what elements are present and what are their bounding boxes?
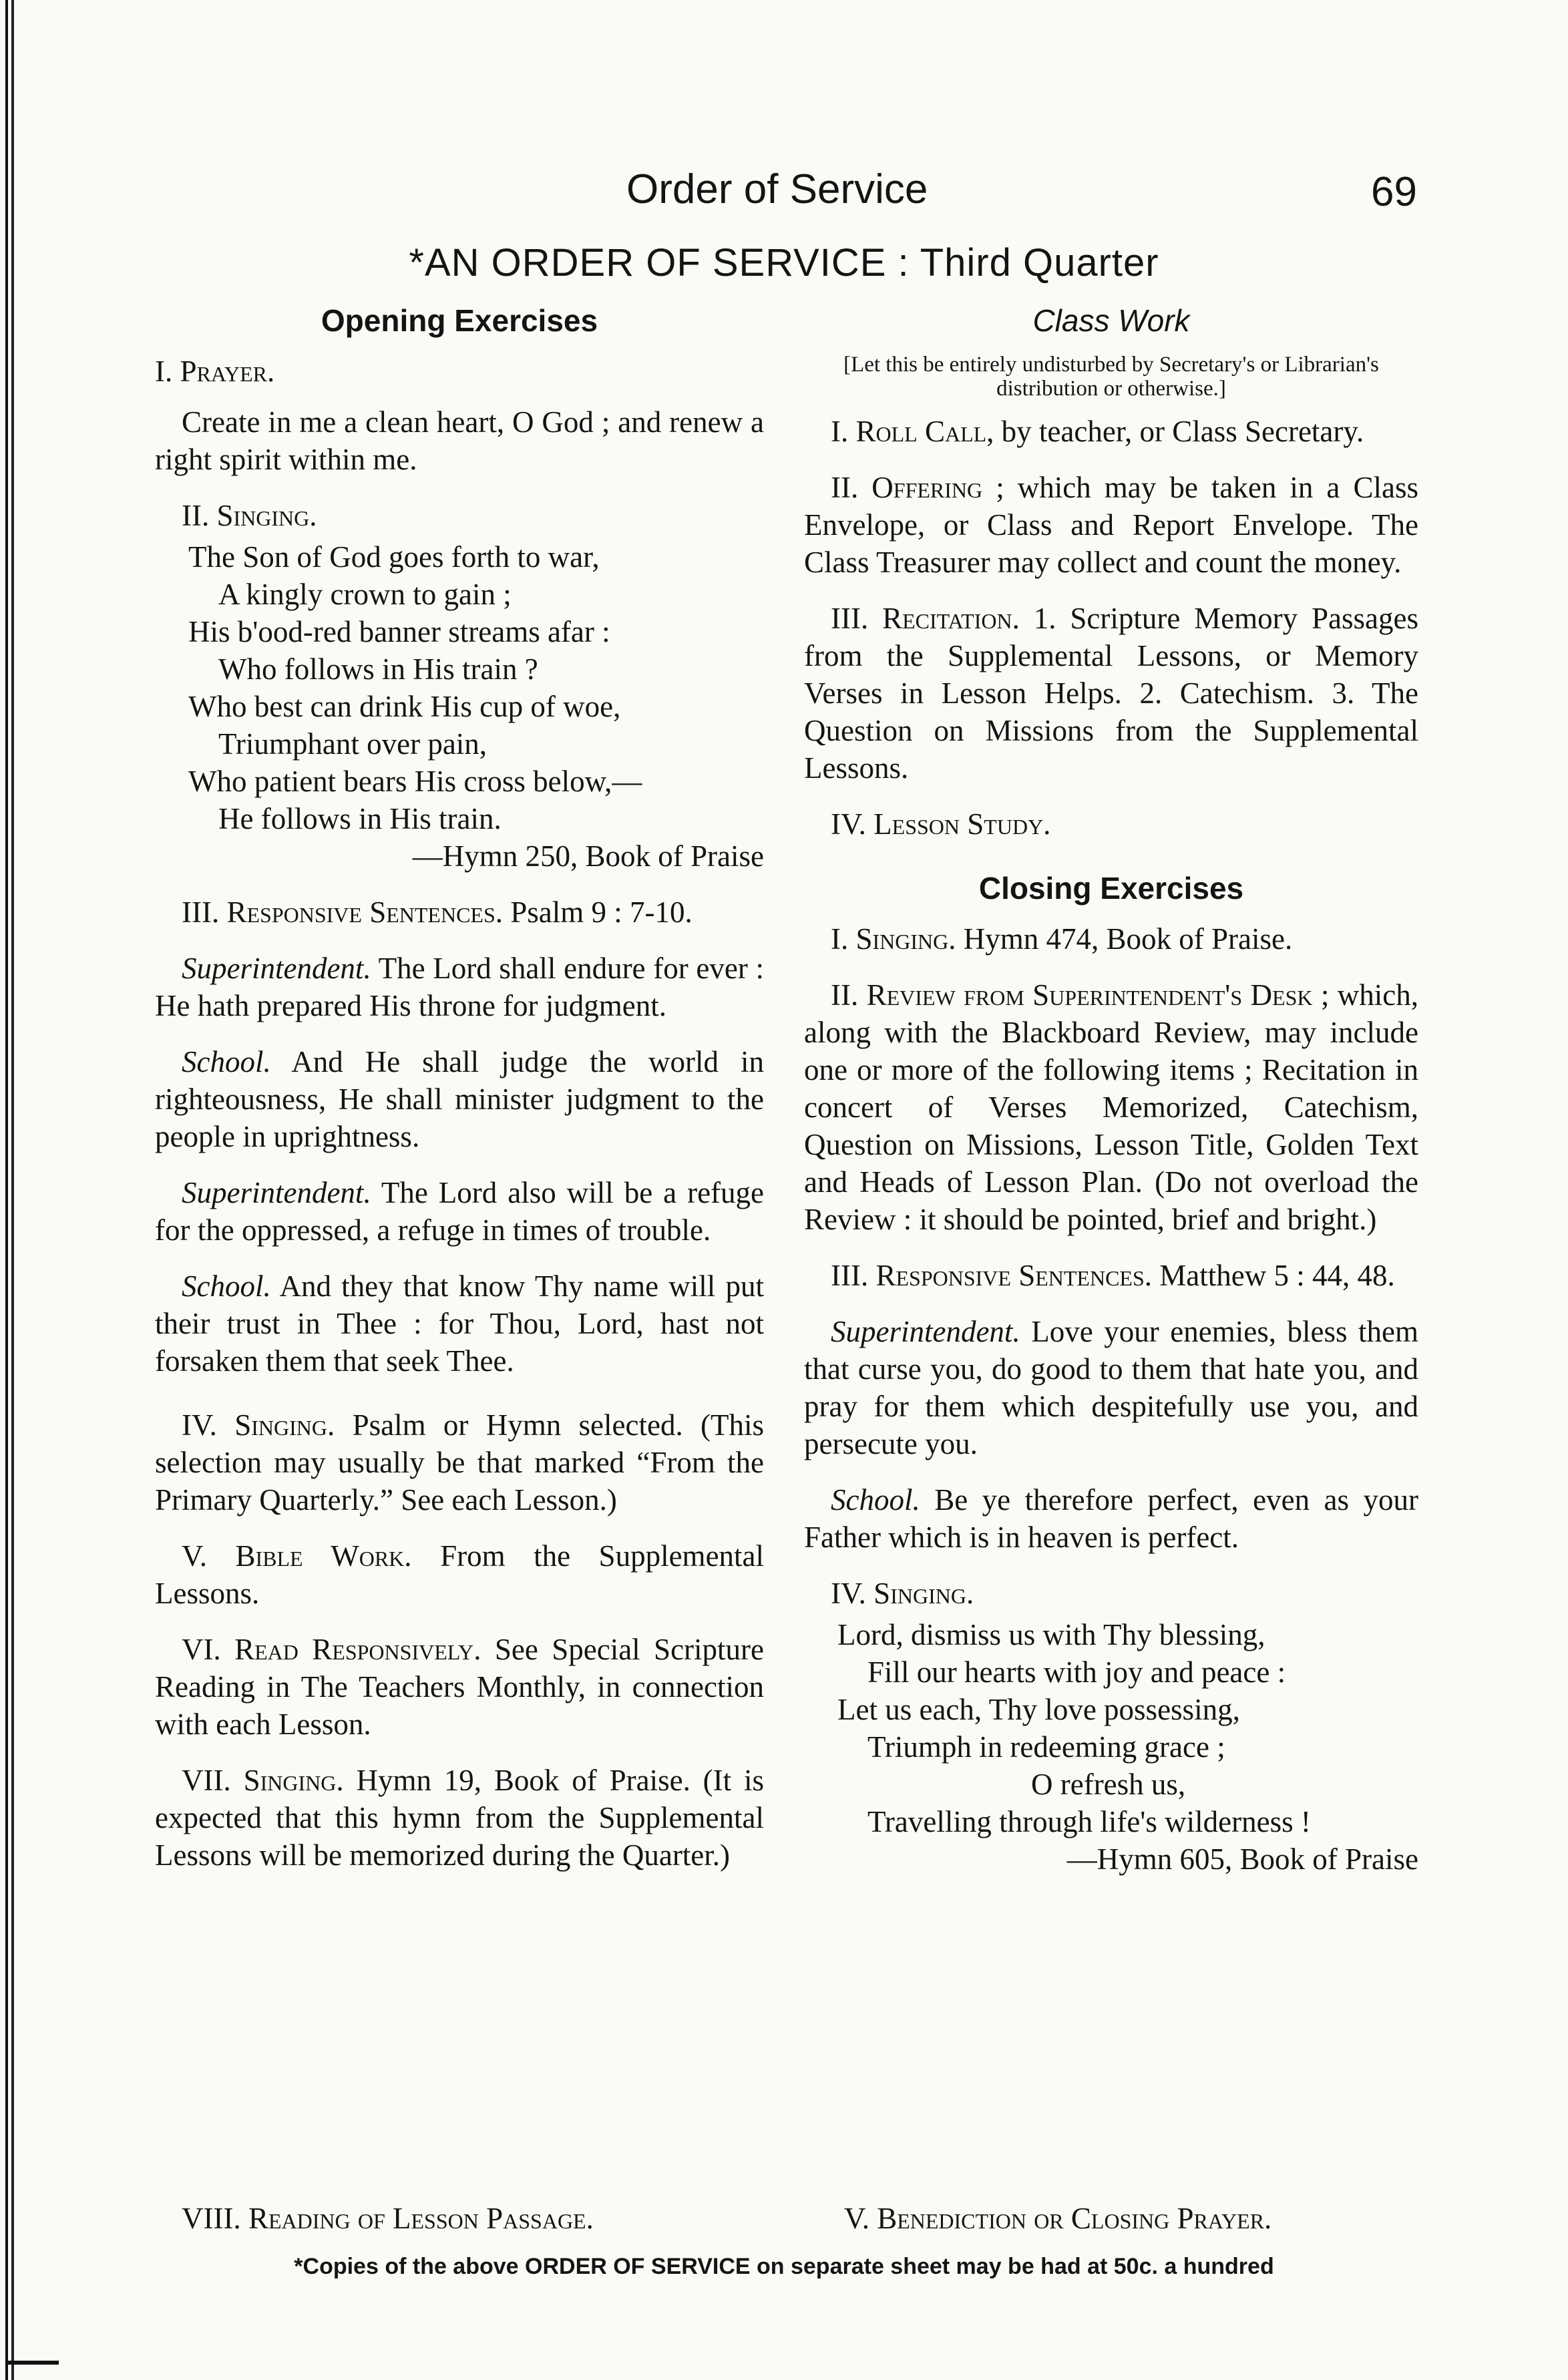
response-line [804,1481,1418,1556]
reading-of-lesson-passage: VIII. Reading of Lesson Passage. [182,2202,594,2235]
hymn-line: Triumph in redeeming grace ; [867,1730,1225,1764]
item-label: I. Singing. [831,922,956,956]
right-column [804,302,1418,1897]
hymn-verse [155,538,764,875]
item-label: V. Bible Work. [182,1539,412,1573]
hymn-line: A kingly crown to gain ; [218,578,512,611]
response-text: Love your enemies, bless them that curse you, do good to them that hate you, and pray for them which despitefully use you, and persecute you. [804,1315,1418,1460]
item-label: III. Recitation. [831,602,1020,635]
page-binding-edge [5,0,17,2380]
item-text: which, along with the Blackboard Review, may include one or more of the following items ; Recitation in concert of Verses Memorized, Catechism, Question on Missions, Lesson Title, Golden Text and Heads of Lesson Plan. (Do not overload the Review : it should be pointed, brief and bright.) [804,978,1419,1236]
closing-exercises-heading: Closing Exercises [978,871,1244,906]
singing-iv-item [155,1406,764,1519]
response-line [155,1267,764,1380]
singing-item [155,497,764,534]
item-text: See Special Scripture Reading in The Teachers Monthly, in connection with each Lesson. [155,1633,765,1741]
class-work-heading: Class Work [1032,303,1190,338]
response-speaker: Superintendent. [182,1176,371,1209]
response-text: The Lord also will be a refuge for the oppressed, a refuge in times of trouble. [155,1176,765,1247]
closing-hymn-verse [804,1616,1418,1878]
responsive-label: III. Responsive Sentences. [182,896,504,929]
response-text: And He shall judge the world in righteousness, He shall minister judgment to the people in uprightness. [155,1045,764,1153]
item-label: VII. Singing. [182,1764,344,1797]
item-text: by teacher, or Class Secretary. [1001,415,1364,448]
hymn-line: His b'ood-red banner streams afar : [188,615,610,648]
singing-label: II. Singing. [182,499,317,532]
hymn-line: The Son of God goes forth to war, [188,540,600,574]
hymn-line: O refresh us, [1031,1768,1186,1801]
closing-singing-item [804,920,1418,958]
page-title: *AN ORDER OF SERVICE : Third Quarter [409,241,1159,284]
hymn-line: Lord, dismiss us with Thy blessing, [837,1618,1265,1651]
running-header [0,166,1568,219]
response-line [155,950,764,1024]
response-speaker: School. [182,1269,271,1303]
response-text: The Lord shall endure for ever : He hath prepared His throne for judgment. [155,952,765,1022]
responsive-sentences-item [155,894,764,931]
response-text: Be ye therefore perfect, even as your Father which is in heaven is perfect. [804,1483,1418,1554]
responsive-ref: Psalm 9 : 7-10. [510,896,693,929]
left-column [155,302,764,1893]
hymn-line: He follows in His train. [218,802,502,835]
roll-call-item [804,413,1418,450]
item-label: IV. Singing. [182,1408,335,1442]
hymn-line: Fill our hearts with joy and peace : [867,1655,1286,1689]
hymn-line: Travelling through life's wilderness ! [867,1805,1311,1838]
page-binding-foot [5,2361,59,2365]
prayer-text: Create in me a clean heart, O God ; and renew a right spirit within me. [155,405,764,476]
lesson-study-item [804,805,1418,843]
item-text: Hymn 19, Book of Praise. (It is expected that this hymn from the Supplemental Lessons will be memorized during the Quarter.) [155,1764,764,1872]
running-title: Order of Service [626,166,928,212]
hymn-line: Who follows in His train ? [218,652,538,686]
prayer-label: I. Prayer. [155,355,275,388]
singing-vii-item [155,1762,764,1874]
item-label: IV. Singing. [831,1577,974,1610]
item-label: I. Roll Call, [831,415,994,448]
item-text: Psalm or Hymn selected. (This selection may usually be that marked “From the Primary Quarterly.” See each Lesson.) [155,1408,764,1517]
item-label: VI. Read Responsively. [182,1633,481,1666]
response-line [155,1043,764,1155]
prayer-item [155,353,764,390]
response-line [804,1313,1418,1462]
benediction-item: V. Benediction or Closing Prayer. [844,2202,1272,2235]
read-responsively-item [155,1631,764,1743]
item-text: which may be taken in a Class Envelope, or Class and Report Envelope. The Class Treasurer may collect and count the money. [804,471,1418,579]
review-item [804,976,1418,1238]
bible-work-item [155,1537,764,1612]
response-speaker: Superintendent. [831,1315,1020,1348]
class-work-note: [Let this be entirely undisturbed by Secretary's or Librarian's distribution or otherwise.] [843,353,1379,401]
response-text: And they that know Thy name will put their trust in Thee : for Thou, Lord, hast not forsaken them that seek Thee. [155,1269,764,1378]
item-label: II. Review from Superintendent's Desk ; [831,978,1330,1012]
page-number: 69 [1371,169,1417,215]
hymn-line: Who patient bears His cross below,— [188,765,642,798]
item-label: III. Responsive Sentences. [831,1259,1153,1292]
hymn-attribution: —Hymn 605, Book of Praise [1066,1842,1418,1876]
response-speaker: School. [182,1045,271,1078]
footnote: *Copies of the above ORDER OF SERVICE on separate sheet may be had at 50c. a hundred [294,2254,1274,2279]
hymn-line: Triumphant over pain, [218,727,487,761]
closing-singing-iv-item [804,1575,1418,1612]
response-speaker: Superintendent. [182,952,371,985]
item-label: II. Offering ; [831,471,1004,504]
response-line [155,1174,764,1249]
item-label: IV. Lesson Study. [831,807,1051,841]
response-speaker: School. [831,1483,920,1517]
hymn-line: Who best can drink His cup of woe, [188,690,621,723]
opening-exercises-heading: Opening Exercises [321,303,598,338]
item-text: Hymn 474, Book of Praise. [963,922,1293,956]
hymn-attribution: —Hymn 250, Book of Praise [412,839,764,873]
item-text: 1. Scripture Memory Passages from the Supplemental Lessons, or Memory Verses in Lesson Helps. 2. Catechism. 3. The Question on Missions from the Supplemental Lessons. [804,602,1418,785]
hymn-line: Let us each, Thy love possessing, [837,1693,1240,1726]
item-text: Matthew 5 : 44, 48. [1159,1259,1395,1292]
item-text: From the Supplemental Lessons. [155,1539,765,1610]
recitation-item [804,600,1418,787]
offering-item [804,469,1418,581]
closing-responsive-item [804,1257,1418,1294]
